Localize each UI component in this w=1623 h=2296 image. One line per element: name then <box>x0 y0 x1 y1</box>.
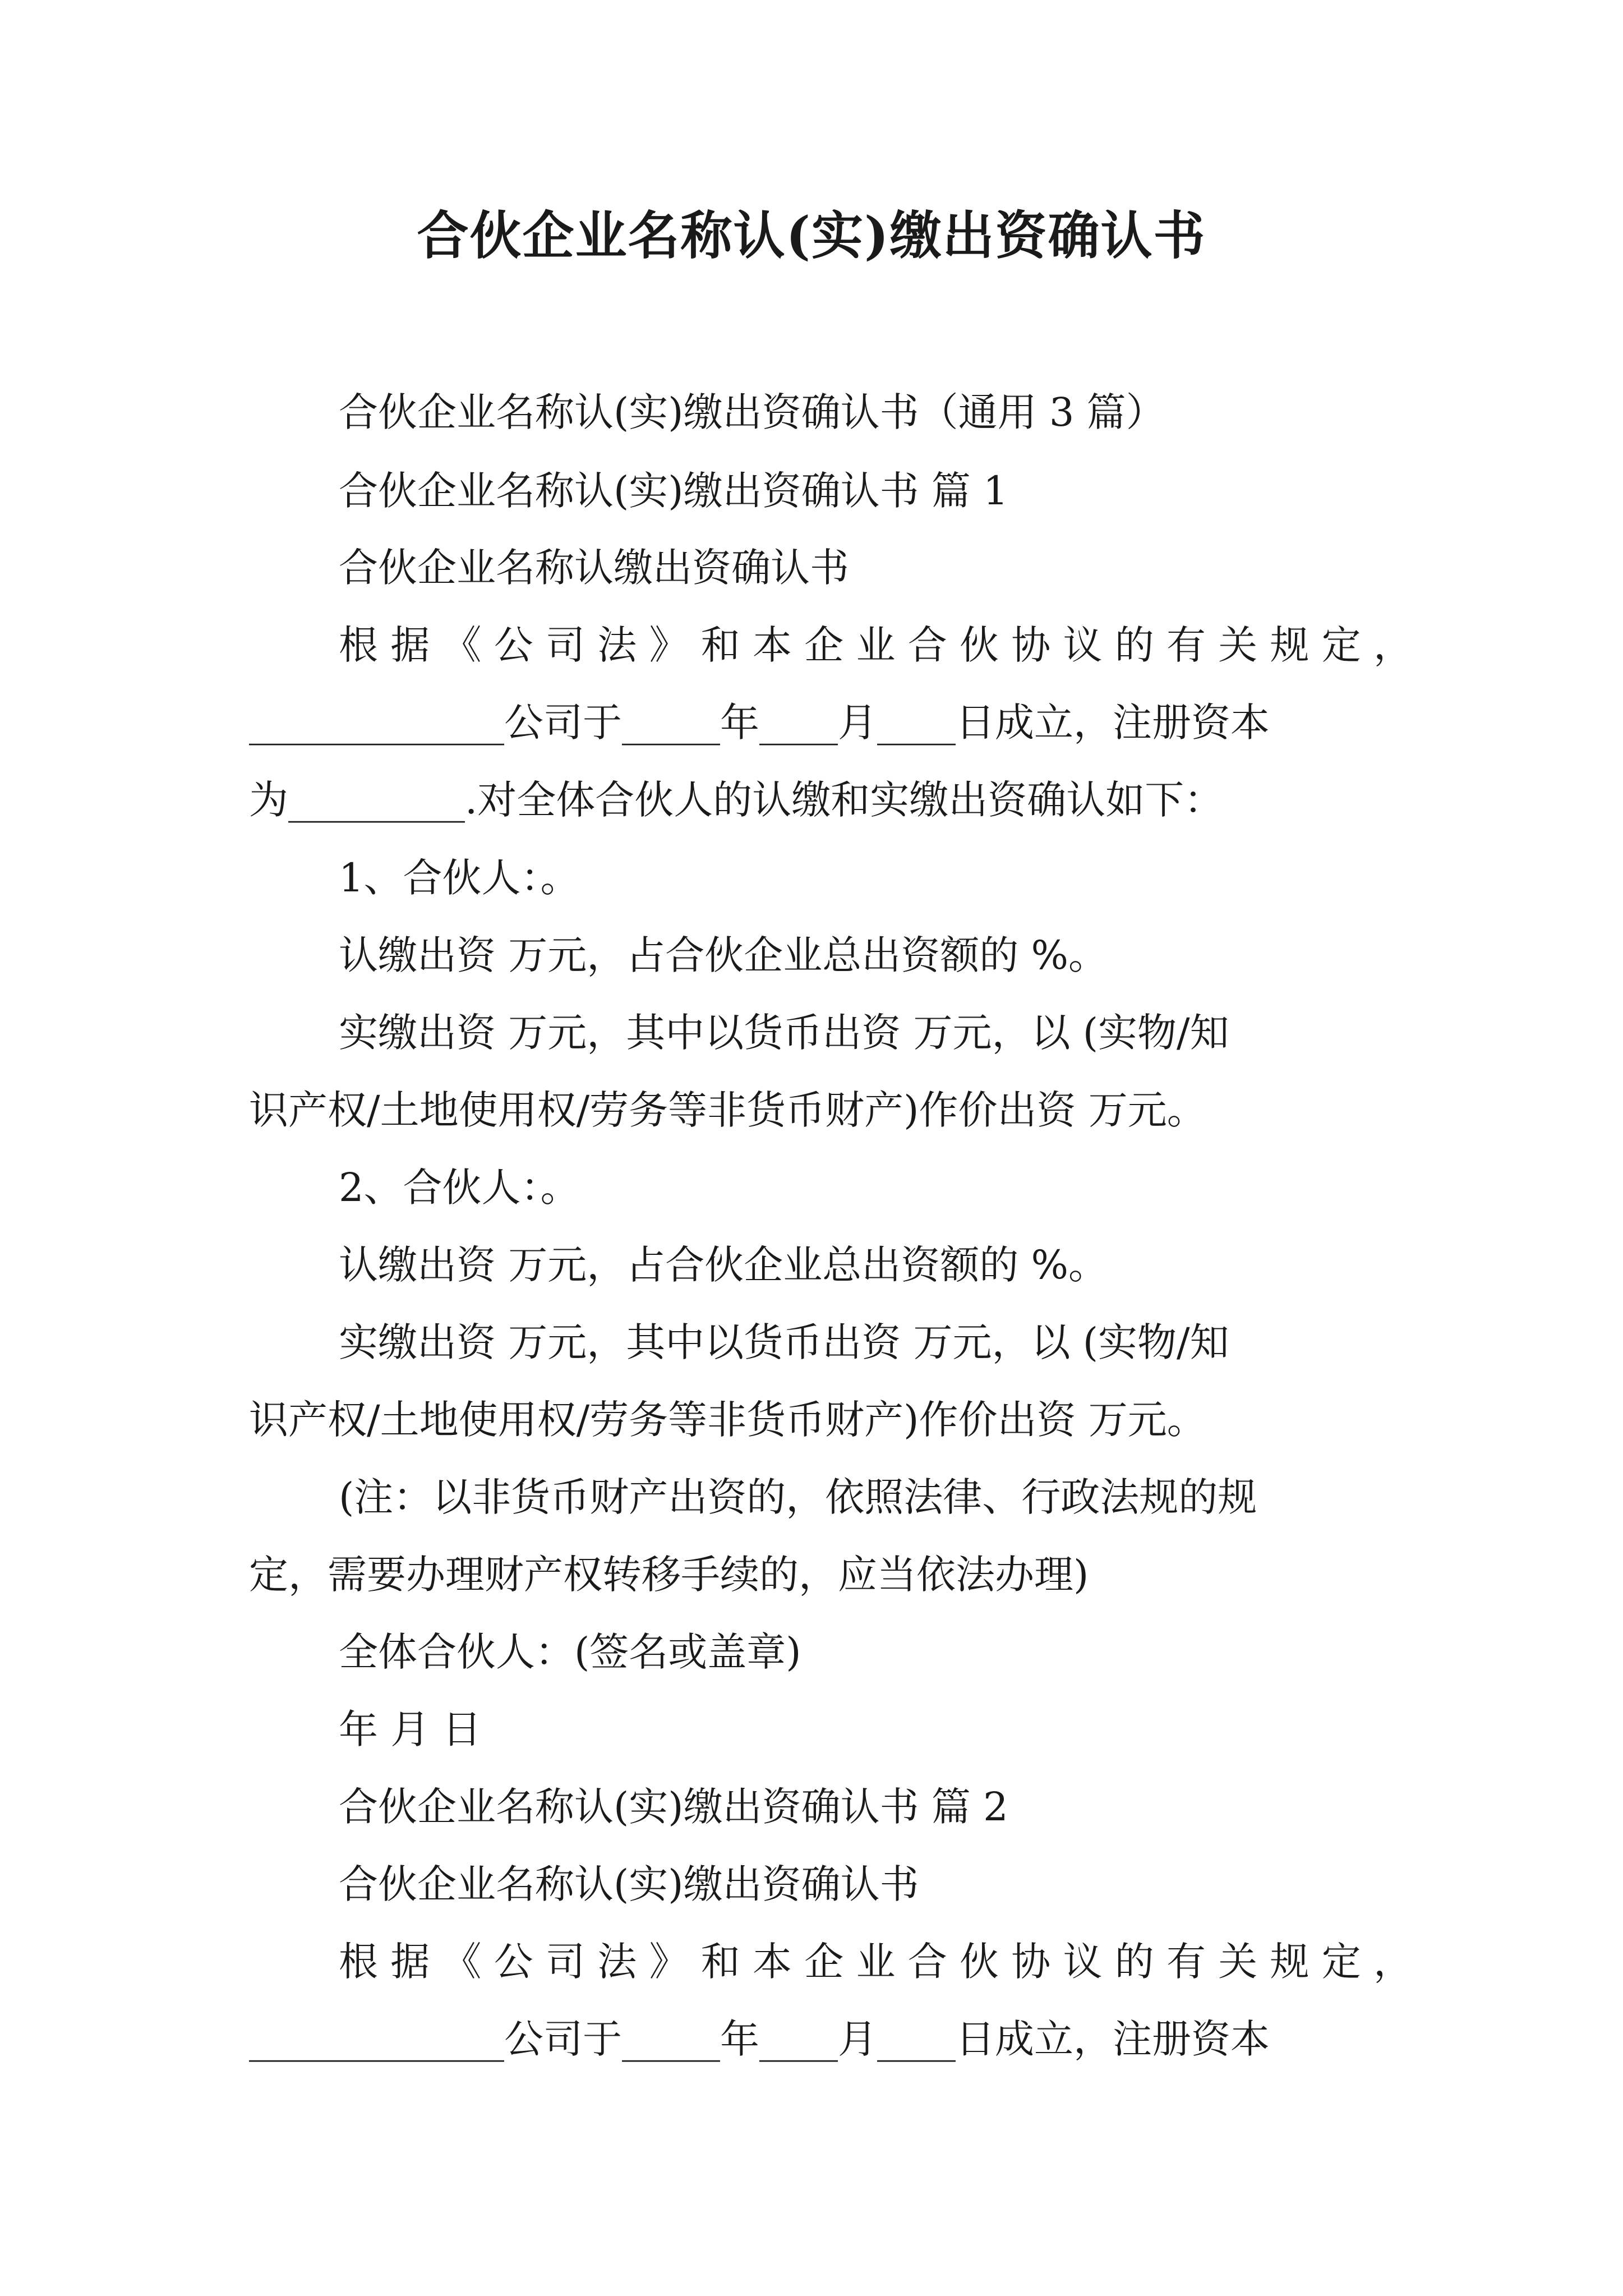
paragraph-line: 认缴出资 万元，占合伙企业总出资额的 %。 <box>339 932 1108 978</box>
note-line: 定，需要办理财产权转移手续的，应当依法办理) <box>249 1552 1089 1598</box>
paragraph-line: 识产权/土地使用权/劳务等非货币财产)作价出资 万元。 <box>249 1087 1206 1133</box>
date-line: 年 月 日 <box>339 1706 482 1752</box>
paragraph-line: 根 据 《 公 司 法 》 和 本 企 业 合 伙 协 议 的 有 关 规 定 ， <box>339 622 1413 668</box>
section-heading-1: 合伙企业名称认(实)缴出资确认书 篇 1 <box>339 468 1008 514</box>
doc-subtitle-line: 合伙企业名称认(实)缴出资确认书（通用 3 篇） <box>339 389 1165 435</box>
section-heading-2: 合伙企业名称认(实)缴出资确认书 篇 2 <box>339 1784 1008 1830</box>
document-title: 合伙企业名称认(实)缴出资确认书 <box>417 205 1206 266</box>
section-title-2: 合伙企业名称认(实)缴出资确认书 <box>339 1861 919 1907</box>
paragraph-line: 认缴出资 万元，占合伙企业总出资额的 %。 <box>339 1242 1108 1288</box>
paragraph-line: 根 据 《 公 司 法 》 和 本 企 业 合 伙 协 议 的 有 关 规 定 ， <box>339 1939 1413 1985</box>
paragraph-line: 实缴出资 万元，其中以货币出资 万元，以 (实物/知 <box>339 1010 1229 1056</box>
partner-1-heading: 1、合伙人：。 <box>339 855 580 901</box>
partner-2-heading: 2、合伙人：。 <box>339 1165 580 1211</box>
paragraph-line: 识产权/土地使用权/劳务等非货币财产)作价出资 万元。 <box>249 1397 1206 1443</box>
paragraph-line: _____________公司于_____年____月____日成立，注册资本 <box>249 700 1270 746</box>
signature-line: 全体合伙人：(签名或盖章) <box>339 1629 801 1675</box>
paragraph-line: 实缴出资 万元，其中以货币出资 万元，以 (实物/知 <box>339 1319 1229 1365</box>
note-line: (注：以非货币财产出资的，依照法律、行政法规的规 <box>339 1474 1257 1520</box>
section-title-1: 合伙企业名称认缴出资确认书 <box>339 545 849 591</box>
paragraph-line: 为_________.对全体合伙人的认缴和实缴出资确认如下： <box>249 777 1224 823</box>
paragraph-line: _____________公司于_____年____月____日成立，注册资本 <box>249 2016 1270 2062</box>
